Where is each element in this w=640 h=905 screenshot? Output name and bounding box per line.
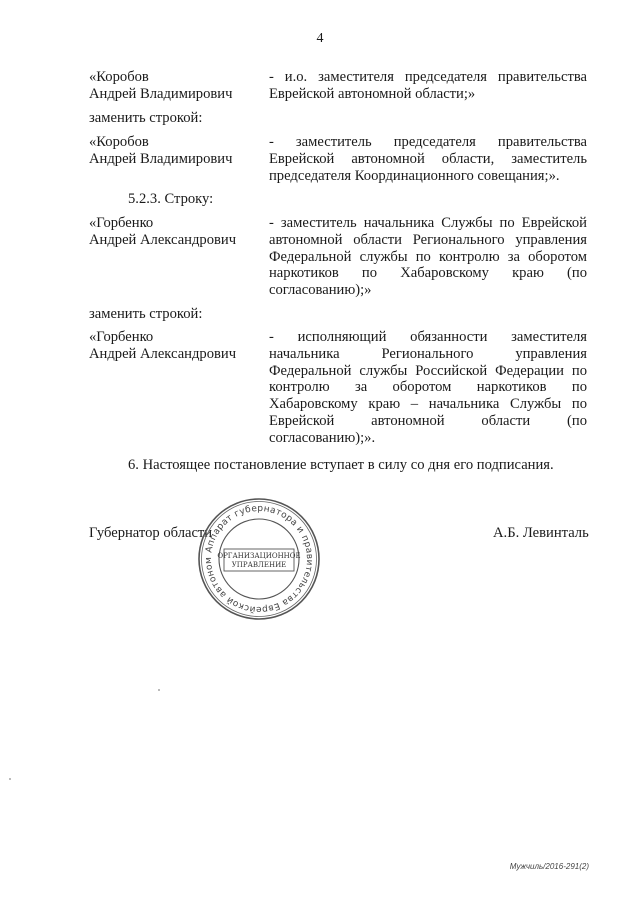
signatory-position: Губернатор области xyxy=(89,525,213,541)
paragraph-6: 6. Настоящее постановление вступает в силу со дня его подписания. xyxy=(128,457,554,473)
entry-1-desc-line: Еврейской автономной области;» xyxy=(269,85,476,102)
entry-3-surname: «Горбенко xyxy=(89,215,154,231)
entry-1-given-names: Андрей Владимирович xyxy=(89,85,233,102)
entry-3-desc-line: наркотиков по Хабаровскому краю (по xyxy=(269,265,587,282)
stamp-seal-icon xyxy=(197,497,321,621)
entry-2-name xyxy=(89,134,232,168)
entry-4-desc-line: начальника Регионального управления xyxy=(269,345,587,362)
page-number: 4 xyxy=(316,31,324,46)
entry-4-desc-line: Федеральной службы Российской Федерации по xyxy=(269,362,587,379)
entry-2-desc-line: Еврейской автономной области, заместитель xyxy=(269,150,587,167)
entry-4-name xyxy=(89,329,236,363)
footer-document-code: Мужчиль/2016-291(2) xyxy=(509,862,589,871)
entry-2-surname: «Коробов xyxy=(89,134,149,150)
entry-2-desc-line: председателя Координационного совещания;». xyxy=(269,167,560,184)
caption-replace-2: заменить строкой: xyxy=(89,306,203,322)
scan-speck xyxy=(9,778,11,780)
entry-3-name xyxy=(89,215,236,249)
entry-3-desc-line: автономной области Регионального управления xyxy=(269,231,587,248)
entry-1-description xyxy=(269,69,587,103)
entry-1-surname: «Коробов xyxy=(89,69,149,85)
stamp-ring-text: Аппарат губернатора и правительства Еврейской автоном xyxy=(203,503,315,615)
entry-4-desc-line: согласованию);». xyxy=(269,429,376,446)
signatory-name: А.Б. Левинталь xyxy=(493,525,589,541)
entry-3-desc-line: - заместитель начальника Службы по Еврейской xyxy=(269,215,587,231)
entry-4-desc-line: - исполняющий обязанности заместителя xyxy=(269,329,587,345)
stamp-center-line-1: ОРГАНИЗАЦИОННОЕ xyxy=(217,552,301,560)
section-5-2-3: 5.2.3. Строку: xyxy=(128,191,214,207)
entry-1-desc-line: - и.о. заместителя председателя правительства xyxy=(269,69,587,85)
entry-3-description xyxy=(269,215,587,299)
entry-3-desc-line: согласованию);» xyxy=(269,282,372,299)
entry-4-desc-line: Еврейской автономной области (по xyxy=(269,412,587,429)
entry-4-surname: «Горбенко xyxy=(89,329,154,345)
entry-4-desc-line: контролю за оборотом наркотиков по xyxy=(269,379,587,396)
scan-speck xyxy=(158,689,160,691)
entry-3-desc-line: Федеральной службы по контролю за оборотом xyxy=(269,248,587,265)
entry-4-desc-line: Хабаровскому краю – начальника Службы по xyxy=(269,396,587,413)
organizational-department-stamp xyxy=(197,497,321,621)
entry-1-name xyxy=(89,69,232,103)
entry-4-given-names: Андрей Александрович xyxy=(89,345,237,362)
entry-2-given-names: Андрей Владимирович xyxy=(89,150,233,167)
caption-replace-1: заменить строкой: xyxy=(89,110,203,126)
entry-4-description xyxy=(269,329,587,447)
entry-2-desc-line: - заместитель председателя правительства xyxy=(269,134,587,150)
entry-2-description xyxy=(269,134,587,184)
stamp-center-line-2: УПРАВЛЕНИЕ xyxy=(231,561,287,569)
entry-3-given-names: Андрей Александрович xyxy=(89,231,237,248)
